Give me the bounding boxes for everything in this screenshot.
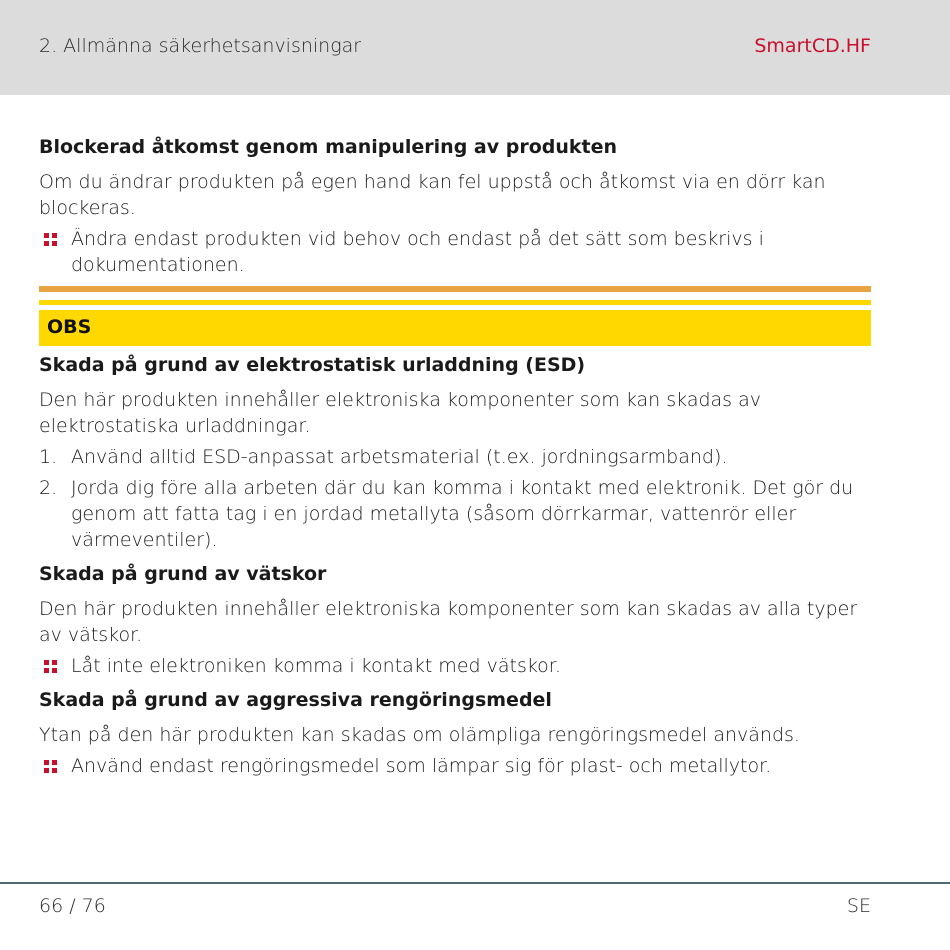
bullet-icon bbox=[44, 233, 57, 246]
notice-divider-yellow bbox=[39, 300, 871, 305]
step-text: Jorda dig före alla arbeten där du kan komma i kontakt med elektronik. Det gör du genom att fatta tag i en jordad metallyta (såsom dörrkarmar, vattenrör eller värmeventiler). bbox=[71, 477, 854, 551]
bullet-icon bbox=[44, 760, 57, 773]
cleaning-heading: Skada på grund av aggressiva rengöringsmedel bbox=[39, 689, 552, 711]
liquids-heading: Skada på grund av vätskor bbox=[39, 563, 327, 585]
esd-heading: Skada på grund av elektrostatisk urladdning (ESD) bbox=[39, 354, 586, 376]
step-text: Använd alltid ESD-anpassat arbetsmaterial (t.ex. jordningsarmband). bbox=[71, 446, 728, 468]
footer-divider bbox=[0, 882, 950, 884]
step-number: 2. bbox=[39, 477, 58, 499]
esd-step-1 bbox=[39, 444, 871, 470]
notice-divider-orange bbox=[39, 286, 871, 292]
bullet-icon bbox=[44, 660, 57, 673]
cleaning-text: Ytan på den här produkten kan skadas om olämpliga rengöringsmedel används. bbox=[39, 724, 800, 746]
page-content bbox=[39, 134, 871, 784]
esd-text: Den här produkten innehåller elektroniska komponenter som kan skadas av elektrostatiska urladdningar. bbox=[39, 389, 761, 437]
step-number: 1. bbox=[39, 446, 58, 468]
notice-label: OBS bbox=[47, 316, 92, 338]
blocked-access-bullet bbox=[39, 226, 871, 278]
bullet-text: Låt inte elektroniken komma i kontakt med vätskor. bbox=[71, 655, 561, 677]
page-header bbox=[0, 0, 950, 95]
brand-name: SmartCD.HF bbox=[754, 35, 871, 57]
cleaning-bullet bbox=[39, 753, 871, 779]
bullet-text: Använd endast rengöringsmedel som lämpar sig för plast- och metallytor. bbox=[71, 755, 772, 777]
section-title: 2. Allmänna säkerhetsanvisningar bbox=[39, 35, 362, 57]
language-code: SE bbox=[846, 895, 871, 917]
page-number: 66 / 76 bbox=[39, 895, 106, 917]
liquids-text: Den här produkten innehåller elektroniska komponenter som kan skadas av alla typer av vätskor. bbox=[39, 598, 858, 646]
esd-step-2 bbox=[39, 475, 871, 553]
bullet-text: Ändra endast produkten vid behov och endast på det sätt som beskrivs i dokumentationen. bbox=[71, 228, 764, 276]
notice-banner bbox=[39, 310, 871, 346]
liquids-bullet bbox=[39, 653, 871, 679]
blocked-access-text: Om du ändrar produkten på egen hand kan fel uppstå och åtkomst via en dörr kan blockeras. bbox=[39, 171, 826, 219]
blocked-access-heading: Blockerad åtkomst genom manipulering av produkten bbox=[39, 136, 618, 158]
